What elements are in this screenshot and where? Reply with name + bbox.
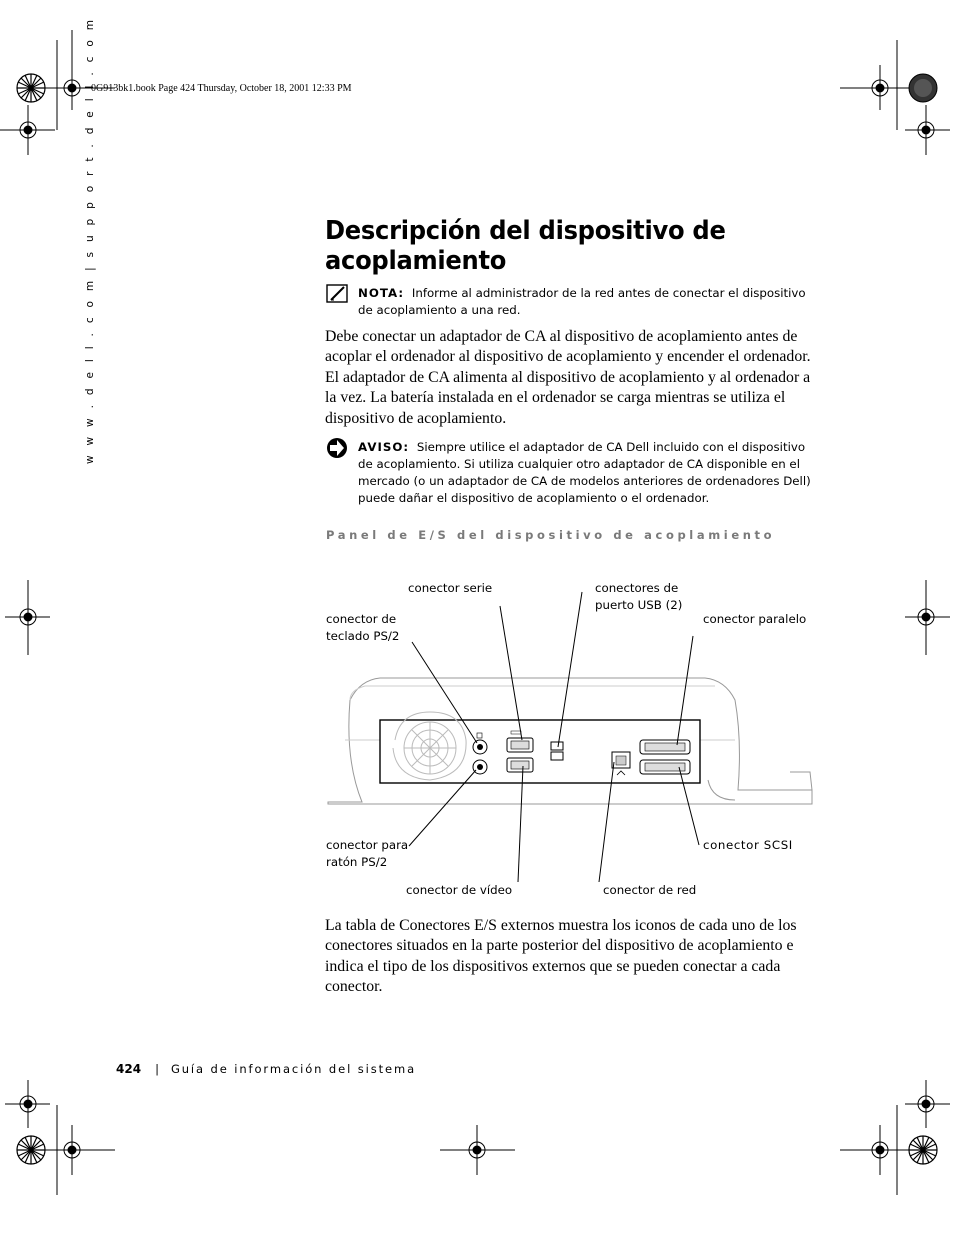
notice-block (358, 439, 818, 507)
label-keyboard-connector-line2: teclado PS/2 (326, 629, 400, 643)
note-label: NOTA: (358, 286, 405, 300)
print-slug: 0G913bk1.book Page 424 Thursday, October 18, 2001 12:33 PM (91, 83, 352, 94)
note-block (358, 285, 818, 319)
page-number: 424 (116, 1062, 142, 1076)
note-text: Informe al administrador de la red antes de conectar el dispositivo de acoplamiento a una red. (358, 286, 806, 317)
page-footer (116, 1062, 416, 1076)
paragraph-connectors-table: La tabla de Conectores E/S externos muestra los iconos de cada uno de los conectores situados en la parte posterior del dispositivo de acoplamiento e indica el tipo de los dispositivos externos que se pueden conectar a cada conector. (325, 917, 797, 996)
label-keyboard-connector-line1: conector de (326, 612, 397, 626)
footer-separator: | (155, 1062, 159, 1076)
page-title: Descripción del dispositivo de acoplamiento (325, 216, 726, 276)
notice-text: Siempre utilice el adaptador de CA Dell incluido con el dispositivo de acoplamiento. Si utiliza cualquier otro adaptador de CA disponible en el mercado (o un adaptador de CA de modelos anteriores de ordenadores Dell) puede dañar el dispositivo de acoplamiento o el ordenador. (358, 440, 811, 505)
label-serial-connector: conector serie (408, 581, 493, 595)
notice-label: AVISO: (358, 440, 410, 454)
label-parallel-connector: conector paralelo (703, 612, 807, 626)
label-mouse-connector-line2: ratón PS/2 (326, 855, 388, 869)
figure-caption: Panel de E/S del dispositivo de acoplamiento (326, 528, 776, 542)
book-title: Guía de información del sistema (170, 1062, 417, 1076)
label-scsi-connector: conector SCSI (703, 838, 793, 852)
label-usb-connectors-line1: conectores de (595, 581, 679, 595)
sidebar-url-text: w w w . d e l l . c o m | s u p p o r t . d e l l . c o m (84, 16, 96, 464)
paragraph-ac-adapter: Debe conectar un adaptador de CA al dispositivo de acoplamiento antes de acoplar el ordenador al dispositivo de acoplamiento y encender el ordenador. El adaptador de CA alimenta al dispositivo de acoplamiento y al ordenador a la vez. La batería instalada en el ordenador se carga mientras se utiliza el dispositivo de acoplamiento. (325, 328, 811, 427)
sidebar-url (84, 16, 100, 464)
label-mouse-connector-line1: conector para (326, 838, 409, 852)
label-usb-connectors-line2: puerto USB (2) (595, 598, 683, 612)
label-network-connector: conector de red (603, 883, 697, 897)
label-video-connector: conector de vídeo (406, 883, 513, 897)
